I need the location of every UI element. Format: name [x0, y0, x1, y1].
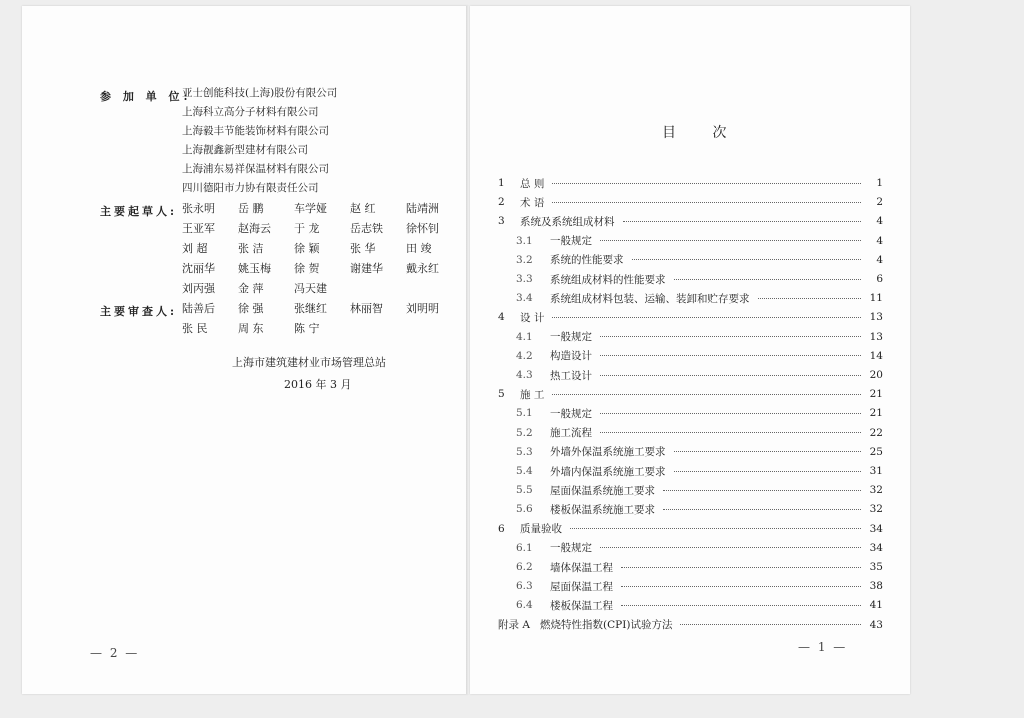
- person-name: 谢建华: [350, 262, 383, 275]
- issue-date: 2016 年 3 月: [284, 378, 352, 391]
- toc-leader-dots: [552, 183, 861, 184]
- toc-entry-page: 4: [876, 253, 883, 266]
- toc-entry-number: 6.4: [516, 599, 533, 612]
- person-name: 徐怀钊: [406, 222, 439, 235]
- toc-leader-dots: [621, 586, 861, 587]
- toc-leader-dots: [674, 451, 862, 452]
- person-name: 张永明: [182, 202, 215, 215]
- toc-entry-page: 41: [869, 599, 883, 612]
- toc-entry: [498, 617, 883, 633]
- person-name: 于 龙: [294, 222, 320, 235]
- person-name: 沈丽华: [182, 262, 215, 275]
- toc-entry-page: 20: [869, 369, 883, 381]
- person-name: 徐 强: [238, 302, 264, 315]
- toc-leader-dots: [552, 317, 861, 318]
- person-name: 张 民: [182, 322, 208, 335]
- toc-entry: [498, 386, 883, 402]
- toc-entry: [498, 597, 883, 613]
- person-name: 陈 宁: [294, 322, 320, 335]
- toc-entry-title: 总 则: [520, 177, 545, 190]
- toc-leader-dots: [621, 567, 861, 568]
- toc-entry-number: 3.1: [516, 234, 533, 247]
- toc-entry-page: 32: [869, 503, 883, 516]
- toc-leader-dots: [663, 509, 861, 510]
- toc-leader-dots: [552, 202, 861, 203]
- toc-entry-page: 21: [869, 388, 883, 401]
- toc-entry-page: 38: [869, 580, 883, 593]
- toc-leader-dots: [663, 490, 861, 491]
- toc-entry-title: 一般规定: [550, 235, 592, 248]
- toc-entry-page: 35: [869, 561, 883, 573]
- toc-entry-page: 34: [869, 541, 883, 554]
- toc-entry-page: 13: [869, 330, 883, 343]
- toc-entry-page: 4: [876, 234, 883, 247]
- toc-entry-page: 6: [876, 273, 883, 285]
- person-name: 冯天建: [294, 282, 327, 295]
- reviewers-row: [182, 300, 462, 316]
- participant-org: 上海靓鑫新型建材有限公司: [182, 144, 308, 156]
- toc-entry-title: 施工流程: [550, 427, 592, 440]
- toc-entry: [498, 367, 883, 383]
- toc-entry-page: 22: [869, 426, 883, 439]
- person-name: 周 东: [238, 322, 264, 335]
- left-page: [22, 6, 468, 694]
- page-number: — 2 —: [90, 646, 140, 660]
- toc-entry-title: 设 计: [520, 311, 545, 324]
- toc-entry-title: 外墙外保温系统施工要求: [550, 446, 666, 459]
- toc-entry-number: 6.3: [516, 580, 533, 593]
- drafters-row: [182, 200, 462, 216]
- toc-leader-dots: [600, 432, 861, 433]
- toc-entry-number: 5.5: [516, 484, 533, 497]
- toc-entry-page: 1: [876, 177, 883, 189]
- toc-entry: [498, 521, 883, 537]
- participant-org: 亚士创能科技(上海)股份有限公司: [182, 87, 338, 99]
- toc-entry: [498, 559, 883, 575]
- toc-entry-title: 一般规定: [550, 542, 592, 555]
- toc-entry-number: 3.3: [516, 273, 533, 285]
- toc-entry: [498, 578, 883, 594]
- person-name: 姚玉梅: [238, 262, 271, 275]
- toc-entry-title: 系统组成材料包装、运输、装卸和贮存要求: [550, 292, 750, 305]
- toc-entry-title: 燃烧特性指数(CPI)试验方法: [540, 619, 673, 632]
- toc-leader-dots: [632, 259, 862, 260]
- toc-entry-title: 质量验收: [520, 523, 562, 536]
- toc-entry-number: 6.2: [516, 561, 533, 573]
- toc-leader-dots: [600, 375, 861, 376]
- toc-entry-title: 楼板保温工程: [550, 599, 613, 612]
- toc-entry: [498, 213, 883, 229]
- toc-entry-page: 43: [869, 618, 883, 631]
- toc-leader-dots: [674, 279, 862, 280]
- person-name: 徐 贺: [294, 262, 320, 275]
- participants-label: 参 加 单 位:: [100, 90, 192, 103]
- toc-entry-page: 14: [869, 349, 883, 362]
- person-name: 陆善后: [182, 302, 215, 315]
- toc-entry-number: 附录 A: [498, 619, 530, 632]
- toc-entry-title: 构造设计: [550, 350, 592, 363]
- toc-entry-title: 系统及系统组成材料: [520, 215, 615, 228]
- toc-entry-title: 楼板保温系统施工要求: [550, 503, 655, 516]
- toc-entry: [498, 252, 883, 268]
- participant-org: 四川德阳市力协有限责任公司: [182, 182, 319, 194]
- person-name: 刘明明: [406, 302, 439, 315]
- toc-entry-number: 4.1: [516, 330, 533, 343]
- toc-leader-dots: [570, 528, 861, 529]
- toc-entry-title: 系统的性能要求: [550, 254, 624, 267]
- toc-entry: [498, 175, 883, 191]
- toc-leader-dots: [600, 336, 861, 337]
- toc-entry: [498, 482, 883, 498]
- person-name: 张 华: [350, 242, 376, 255]
- toc-entry: [498, 405, 883, 421]
- toc-entry-number: 6: [498, 522, 505, 535]
- toc-entry-page: 21: [869, 407, 883, 420]
- issuer: 上海市建筑建材业市场管理总站: [232, 356, 386, 369]
- participant-org: 上海浦东易祥保温材料有限公司: [182, 163, 329, 175]
- toc-leader-dots: [552, 394, 861, 395]
- toc-entry-title: 一般规定: [550, 331, 592, 344]
- toc-entry-title: 术 语: [520, 196, 545, 209]
- drafters-label: 主要起草人:: [100, 205, 178, 218]
- toc-entry-number: 4.2: [516, 349, 533, 362]
- person-name: 陆靖洲: [406, 202, 439, 215]
- toc-entry-number: 5.1: [516, 407, 533, 420]
- person-name: 刘 超: [182, 242, 208, 255]
- right-page: [470, 6, 910, 694]
- toc-entry-title: 墙体保温工程: [550, 561, 613, 574]
- toc-entry-title: 热工设计: [550, 369, 592, 382]
- toc-entry: [498, 329, 883, 345]
- toc-entry-page: 4: [876, 215, 883, 228]
- person-name: 赵 红: [350, 202, 376, 215]
- toc-entry: [498, 540, 883, 556]
- person-name: 徐 颖: [294, 242, 320, 255]
- toc-leader-dots: [621, 605, 861, 606]
- toc-entry: [498, 444, 883, 460]
- toc-leader-dots: [600, 355, 861, 356]
- toc-entry-number: 4.3: [516, 369, 533, 381]
- toc-entry: [498, 425, 883, 441]
- toc-entry-page: 2: [876, 196, 883, 209]
- toc-leader-dots: [600, 547, 861, 548]
- toc-entry-title: 一般规定: [550, 407, 592, 420]
- person-name: 金 萍: [238, 282, 264, 295]
- person-name: 赵海云: [238, 222, 271, 235]
- page-number: — 1 —: [798, 640, 848, 654]
- toc-entry-title: 施 工: [520, 388, 545, 401]
- toc-leader-dots: [623, 221, 862, 222]
- toc-leader-dots: [600, 240, 861, 241]
- toc-entry-title: 系统组成材料的性能要求: [550, 273, 666, 286]
- toc-entry-title: 屋面保温系统施工要求: [550, 484, 655, 497]
- drafters-row: [182, 260, 462, 276]
- toc-leader-dots: [674, 471, 862, 472]
- person-name: 田 竣: [406, 242, 432, 255]
- participant-org: 上海毅丰节能装饰材料有限公司: [182, 125, 329, 137]
- person-name: 车学娅: [294, 202, 327, 215]
- person-name: 刘丙强: [182, 282, 215, 295]
- toc-entry-number: 5.2: [516, 426, 533, 439]
- person-name: 戴永红: [406, 262, 439, 275]
- person-name: 岳 鹏: [238, 202, 264, 215]
- drafters-row: [182, 240, 462, 256]
- toc-leader-dots: [680, 624, 861, 625]
- drafters-row: [182, 280, 350, 296]
- toc-entry-number: 5: [498, 388, 505, 401]
- reviewers-row: [182, 320, 350, 336]
- person-name: 林丽智: [350, 302, 383, 315]
- toc-entry: [498, 194, 883, 210]
- toc-entry-page: 13: [869, 311, 883, 324]
- toc-entry-page: 11: [869, 292, 883, 305]
- toc-entry: [498, 463, 883, 479]
- drafters-row: [182, 220, 462, 236]
- toc-entry-page: 25: [869, 445, 883, 458]
- toc-entry-number: 2: [498, 196, 505, 209]
- toc-entry-number: 5.6: [516, 503, 533, 516]
- toc-entry-number: 1: [498, 177, 505, 189]
- participant-org: 上海科立高分子材料有限公司: [182, 106, 319, 118]
- toc-entry-title: 屋面保温工程: [550, 580, 613, 593]
- person-name: 岳志铁: [350, 222, 383, 235]
- toc-title: 目 次: [662, 125, 743, 141]
- toc-entry-page: 31: [869, 465, 883, 477]
- toc-entry: [498, 501, 883, 517]
- toc-entry: [498, 271, 883, 287]
- toc-entry-number: 3.4: [516, 292, 533, 305]
- toc-entry: [498, 309, 883, 325]
- toc-entry: [498, 233, 883, 249]
- toc-entry-number: 4: [498, 311, 505, 324]
- toc-entry-number: 5.3: [516, 445, 533, 458]
- toc-entry: [498, 290, 883, 306]
- toc-entry: [498, 348, 883, 364]
- toc-entry-number: 5.4: [516, 465, 533, 477]
- toc-entry-page: 34: [869, 522, 883, 535]
- person-name: 张继红: [294, 302, 327, 315]
- toc-entry-title: 外墙内保温系统施工要求: [550, 465, 666, 478]
- toc-entry-number: 3.2: [516, 253, 533, 266]
- toc-leader-dots: [758, 298, 862, 299]
- toc-entry-number: 6.1: [516, 541, 533, 554]
- toc-entry-number: 3: [498, 215, 505, 228]
- person-name: 张 洁: [238, 242, 264, 255]
- person-name: 王亚军: [182, 222, 215, 235]
- reviewers-label: 主要审查人:: [100, 305, 178, 318]
- toc-leader-dots: [600, 413, 861, 414]
- toc-entry-page: 32: [869, 484, 883, 497]
